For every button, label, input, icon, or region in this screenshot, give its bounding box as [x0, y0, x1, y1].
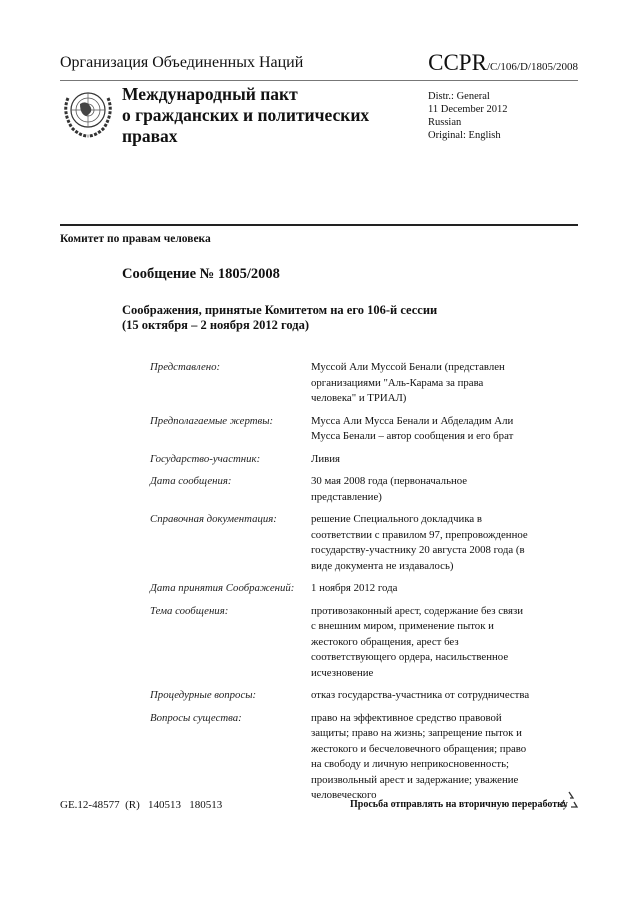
- title-divider: [60, 224, 578, 226]
- table-row: [150, 360, 530, 407]
- views-line: (15 октября – 2 ноября 2012 года): [122, 318, 309, 332]
- row-value: Мусса Али Мусса Бенали и Абделадим Али Мусса Бенали – автор сообщения и его брат: [311, 414, 514, 442]
- row-label: Процедурные вопросы:: [150, 689, 257, 701]
- views-line: Соображения, принятые Комитетом на его 106-й сессии: [122, 303, 438, 317]
- document-symbol: [428, 50, 578, 76]
- recycle-icon: [558, 790, 580, 812]
- row-value: право на эффективное средство правовой защиты; право на жизнь; запрещение пыток и жестокого и бесчеловечного обращения; право на свободу и личную неприкосновенность; произвольный арест и задержание; уважение человеческого: [311, 711, 527, 801]
- committee-name: Комитет по правам человека: [60, 233, 211, 245]
- table-row: [150, 604, 530, 682]
- title-line: правах: [122, 126, 178, 146]
- un-emblem-icon: [60, 84, 116, 140]
- distr-original: Original: English: [428, 130, 501, 141]
- communication-heading: Сообщение № 1805/2008: [122, 266, 280, 282]
- header-divider: [60, 80, 578, 81]
- table-row: [150, 414, 530, 445]
- table-row: [150, 688, 530, 704]
- symbol-suffix: /C/106/D/1805/2008: [486, 61, 578, 73]
- distr-date: 11 December 2012: [428, 104, 508, 115]
- recycle-note: Просьба отправлять на вторичную переработку: [350, 799, 568, 810]
- table-row: [150, 581, 530, 597]
- case-details-table: [150, 360, 530, 811]
- row-label: Вопросы существа:: [150, 711, 242, 724]
- row-value: противозаконный арест, содержание без связи с внешним миром, применение пыток и жестокого обращения, арест без соответствующего ордера, насильственное исчезновение: [311, 604, 523, 679]
- document-code: GE.12-48577 (R) 140513 180513: [60, 799, 223, 811]
- row-value: 30 мая 2008 года (первоначальное представление): [311, 475, 468, 503]
- views-heading: [122, 303, 437, 333]
- distr-text: Distr.: General: [428, 91, 490, 102]
- distribution-info: [428, 90, 508, 142]
- symbol-main: CCPR: [428, 50, 487, 75]
- treaty-title: [122, 84, 369, 147]
- table-row: [150, 452, 530, 468]
- row-label: Дата принятия Соображений:: [150, 582, 295, 594]
- row-value: Муссой Али Муссой Бенали (представлен организациями "Аль-Карама за права человека" и ТРИАЛ): [311, 361, 505, 404]
- row-label: Тема сообщения:: [150, 604, 229, 617]
- title-line: о гражданских и политических: [122, 105, 370, 125]
- table-row: [150, 711, 530, 804]
- row-label: Государство-участник:: [150, 452, 261, 465]
- row-value: Ливия: [311, 452, 340, 465]
- row-value: 1 ноября 2012 года: [311, 582, 398, 594]
- row-label: Дата сообщения:: [150, 475, 232, 487]
- title-line: Международный пакт: [122, 84, 298, 104]
- row-label: Предполагаемые жертвы:: [150, 414, 274, 427]
- organization-name: Организация Объединенных Наций: [60, 54, 304, 71]
- row-label: Справочная документация:: [150, 513, 277, 525]
- table-row: [150, 474, 530, 505]
- row-value: решение Специального докладчика в соответствии с правилом 97, препровожденное государству-участнику 20 августа 2008 года (в виде документа не издавалось): [311, 513, 528, 572]
- table-row: [150, 512, 530, 574]
- row-value: отказ государства-участника от сотрудничества: [311, 689, 530, 701]
- row-label: Представлено:: [150, 361, 221, 373]
- distr-language: Russian: [428, 117, 462, 128]
